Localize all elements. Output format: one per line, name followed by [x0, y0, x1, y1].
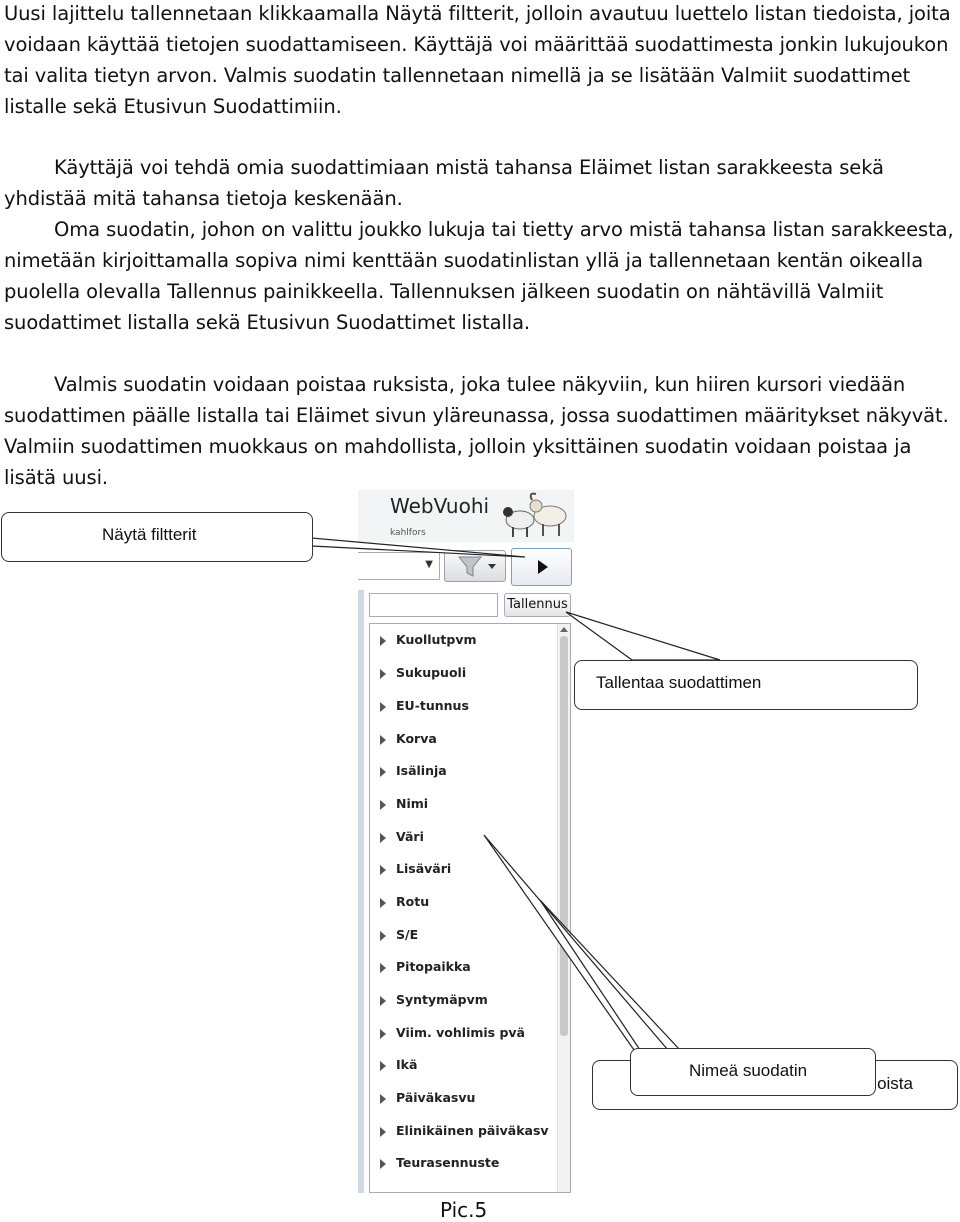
list-item[interactable]: Nimi — [380, 796, 428, 816]
list-item[interactable]: Pitopaikka — [380, 959, 471, 979]
list-item[interactable]: Päiväkasvu — [380, 1090, 475, 1110]
list-item[interactable]: S/E — [380, 927, 418, 947]
callout-saves-filter: Tallentaa suodattimen — [574, 660, 918, 710]
list-item[interactable]: Sukupuoli — [380, 665, 466, 685]
chevron-down-icon: ▼ — [425, 559, 433, 570]
app-subtitle: kahlfors — [390, 528, 426, 538]
list-item[interactable]: Elinikäinen päiväkasv — [380, 1123, 549, 1143]
list-item[interactable]: Viim. vohlimis pvä — [380, 1025, 525, 1045]
paragraph-4: Valmis suodatin voidaan poistaa ruksista, joka tulee näkyviin, kun hiiren kursori viedään suodattimen päälle listalla tai Eläimet sivun yläreunassa, jossa suodattimen määritykset näkyvät. Valmiin suodattimen muokkaus on mahdollista, jolloin yksittäinen suodatin voidaan poistaa ja lisätä uusi. — [4, 373, 949, 489]
pointer-name-1 — [484, 835, 668, 1050]
list-item[interactable]: EU-tunnus — [380, 698, 469, 718]
list-item[interactable]: Korva — [380, 731, 437, 751]
app-title: WebVuohi — [390, 494, 490, 518]
pointer-name-2 — [540, 900, 680, 1050]
callout-show-filters: Näytä filtterit — [1, 512, 313, 562]
list-item[interactable]: Kuollutpvm — [380, 632, 477, 652]
list-item[interactable]: Lisäväri — [380, 861, 451, 881]
save-button[interactable]: Tallennus — [504, 593, 571, 617]
list-item[interactable]: Teurasennuste — [380, 1155, 499, 1175]
callout-background: oista — [592, 1060, 958, 1110]
list-item[interactable]: Rotu — [380, 894, 429, 914]
list-item[interactable]: Ikä — [380, 1057, 417, 1077]
list-item[interactable]: Isälinja — [380, 763, 447, 783]
list-item[interactable]: Syntymäpvm — [380, 992, 488, 1012]
callout-name-filter: Nimeä suodatin — [630, 1048, 876, 1096]
paragraph-2: Käyttäjä voi tehdä omia suodattimiaan mistä tahansa Eläimet listan sarakkeesta sekä yhdistää mitä tahansa tietoja keskenään. — [4, 156, 884, 210]
paragraph-3: Oma suodatin, johon on valittu joukko lukuja tai tietty arvo mistä tahansa listan sarakkeesta, nimetään kirjoittamalla sopiva nimi kenttään suodatinlistan yllä ja tallennetaan kentän oikealla puolella olevalla Tallennus painikkeella. Tallennuksen jälkeen suodatin on nähtävillä Valmiit suodattimet listalla sekä Etusivun Suodattimet listalla. — [4, 218, 954, 334]
figure-caption: Pic.5 — [440, 1198, 488, 1222]
pointer-show-filters — [312, 538, 525, 557]
paragraph-1: Uusi lajittelu tallennetaan klikkaamalla Näytä filtterit, jolloin avautuu luettelo listan tiedoista, joita voidaan käyttää tietojen suodattamiseen. Käyttäjä voi määrittää suodattimesta jonkin lukujoukon tai valita tietyn arvon. Valmis suodatin tallennetaan nimellä ja se lisätään Valmiit suodattimet listalle sekä Etusivun Suodattimiin. — [4, 2, 951, 118]
pointer-save — [566, 612, 720, 660]
list-item[interactable]: Väri — [380, 829, 424, 849]
